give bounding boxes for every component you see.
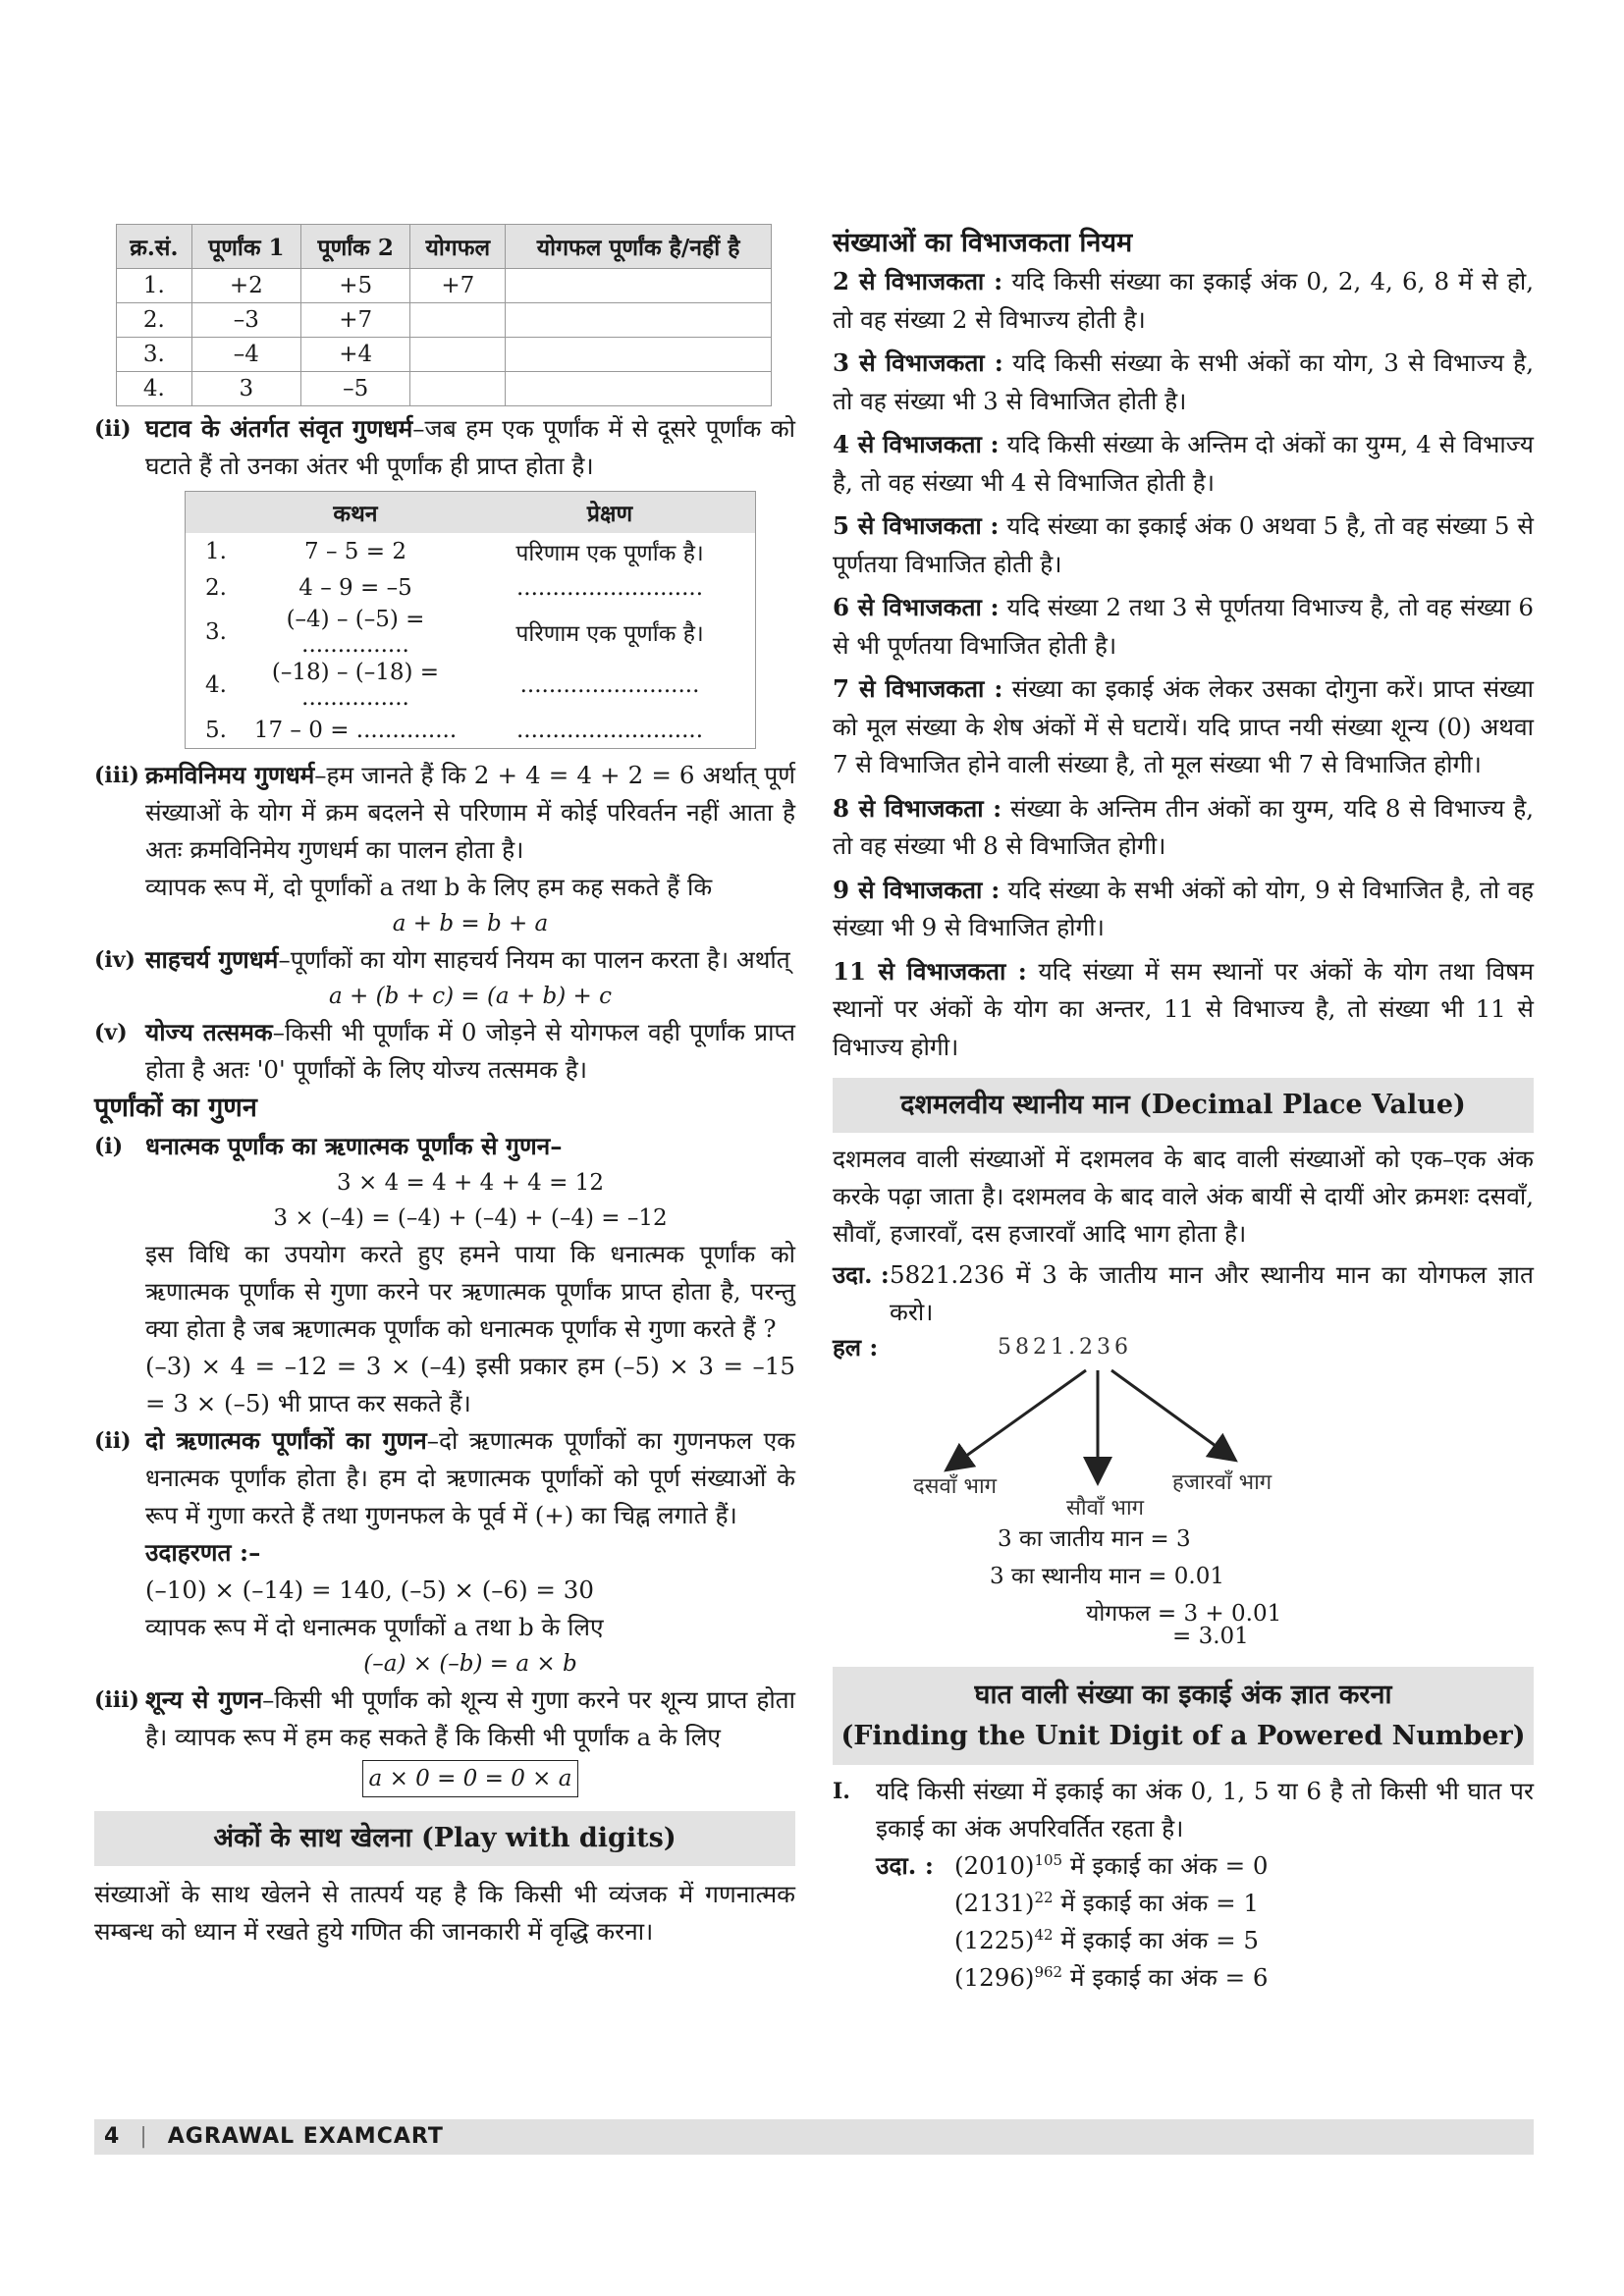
table-cell: +7 — [410, 269, 506, 303]
table-row — [117, 303, 772, 338]
table-cell: 5. — [205, 717, 227, 743]
table-cell: 3. — [205, 619, 227, 645]
item-text: यदि किसी संख्या में इकाई का अंक 0, 1, 5 या 6 है तो किसी भी घात पर इकाई का अंक अपरिवर्तित रहता है। — [876, 1777, 1534, 1842]
table-cell: +2 — [191, 269, 300, 303]
table-cell: 4. — [117, 372, 192, 406]
item-label: I. — [833, 1779, 850, 1804]
example-label: उदा. : — [833, 1260, 890, 1289]
rule-text: संख्या का इकाई अंक लेकर उसका दोगुना करें। प्राप्त संख्या को मूल संख्या के शेष अंकों में से घटायें। यदि प्राप्त नयी संख्या शून्य (0) अथवा 7 से विभाजित होने वाली संख्या है, तो मूल संख्या भी 7 से विभाजित होगी। — [833, 674, 1534, 778]
table-cell: परिणाम एक पूर्णांक है। — [515, 540, 704, 566]
table-cell — [410, 303, 506, 338]
item-title: साहचर्य गुणधर्म — [145, 945, 279, 974]
section-heading: संख्याओं का विभाजकता नियम — [833, 228, 1133, 258]
item-title: दो ऋणात्मक पूर्णांकों का गुणन — [145, 1426, 427, 1455]
formula: 3 × 4 = 4 + 4 + 4 = 12 — [337, 1170, 604, 1196]
rule-text: यदि संख्या के सभी अंकों को योग, 9 से विभाजित है, तो वह संख्या भी 9 से विभाजित होगी। — [833, 875, 1534, 941]
example-label: उदा. : — [876, 1851, 934, 1880]
table-header: पूर्णांक 2 — [301, 225, 410, 269]
tenths-label: दसवाँ भाग — [913, 1474, 998, 1499]
power-example-line: $(1296)^{962}$ में इकाई का अंक = 6 — [954, 1962, 1269, 1992]
page-footer — [94, 2119, 1534, 2155]
table-row — [186, 569, 755, 606]
table-cell: (–18) – (–18) = ............... — [271, 660, 440, 711]
power-example-line: $(1225)^{42}$ में इकाई का अंक = 5 — [954, 1925, 1259, 1954]
table-cell — [506, 303, 772, 338]
example-text: (–10) × (–14) = 140, (–5) × (–6) = 30 — [145, 1575, 594, 1604]
item-title: धनात्मक पूर्णांक का ऋणात्मक पूर्णांक से गुणन– — [145, 1132, 563, 1160]
divisibility-rule-4 — [833, 426, 1534, 502]
item-title: योज्य तत्समक — [145, 1018, 273, 1046]
rule-title: 7 से विभाजकता : — [833, 674, 1003, 703]
item-text: –दो ऋणात्मक पूर्णांकों का गुणनफल एक धनात्मक पूर्णांक होता है। हम दो ऋणात्मक पूर्णांकों को पूर्ण संख्याओं के रूप में गुणा करते हैं तथा गुणनफल के पूर्व में (+) का चिह्न लगाते हैं। — [145, 1426, 795, 1529]
rule-text: संख्या के अन्तिम तीन अंकों का युग्म, यदि 8 से विभाज्य है, तो वह संख्या भी 8 से विभाजित होगी। — [833, 793, 1534, 860]
power-rule-item — [833, 1773, 1534, 1997]
item-text: –पूर्णांकों का योग साहचर्य नियम का पालन करता है। अर्थात् — [278, 945, 790, 974]
table-header: योगफल पूर्णांक है/नहीं है — [506, 225, 772, 269]
decimal-place-value-heading: दशमलवीय स्थानीय मान (Decimal Place Value) — [833, 1078, 1534, 1133]
table-cell: 2. — [117, 303, 192, 338]
diagram-number: 5821.236 — [998, 1335, 1132, 1360]
solution-line: 3 का स्थानीय मान = 0.01 — [990, 1564, 1224, 1589]
table-row — [117, 372, 772, 406]
section-heading: पूर्णांकों का गुणन — [94, 1093, 257, 1123]
item-text: –किसी भी पूर्णांक में 0 जोड़ने से योगफल वही पूर्णांक प्राप्त होता है अतः '0' पूर्णांकों के लिए योज्य तत्समक है। — [145, 1018, 795, 1084]
subtraction-table — [186, 492, 755, 748]
table-cell: –3 — [191, 303, 300, 338]
formula: 3 × (–4) = (–4) + (–4) + (–4) = –12 — [273, 1205, 668, 1231]
negative-negative-multiplication-item — [94, 1422, 795, 1682]
boxed-formula: a × 0 = 0 = 0 × a — [362, 1760, 579, 1797]
arrow-tenths — [948, 1370, 1086, 1468]
rule-text: यदि किसी संख्या के अन्तिम दो अंकों का युग्म, 4 से विभाज्य है, तो वह संख्या भी 4 से विभाजित होती है। — [833, 430, 1534, 497]
divisibility-rule-5 — [833, 507, 1534, 583]
item-text: व्यापक रूप में दो धनात्मक पूर्णांकों a तथा b के लिए — [145, 1613, 604, 1641]
rule-title: 4 से विभाजकता : — [833, 430, 1000, 458]
rule-title: 8 से विभाजकता : — [833, 793, 1002, 823]
table-row — [117, 338, 772, 372]
divisibility-rule-8 — [833, 790, 1534, 866]
item-label: (v) — [94, 1020, 128, 1045]
solution-label: हल : — [833, 1333, 879, 1362]
item-title: क्रमविनिमय गुणधर्म — [145, 761, 315, 789]
subtraction-closure-item — [94, 410, 795, 485]
divisibility-rule-3 — [833, 345, 1534, 420]
table-cell: –4 — [191, 338, 300, 372]
divisibility-rule-7 — [833, 670, 1534, 784]
table-cell: परिणाम एक पूर्णांक है। — [515, 621, 704, 647]
decimal-text: दशमलव वाली संख्याओं में दशमलव के बाद वाली संख्याओं को एक–एक अंक करके पढ़ा जाता है। दशमलव के बाद वाले अंक बायीं से दायीं ओर क्रमशः दसवाँ, सौवाँ, हजारवाँ, दस हजारवाँ आदि भाग होता है। — [833, 1145, 1534, 1248]
table-header: पूर्णांक 1 — [191, 225, 300, 269]
rule-text: यदि किसी संख्या के सभी अंकों का योग, 3 से विभाज्य है, तो वह संख्या भी 3 से विभाजित होती है। — [833, 348, 1534, 415]
table-cell — [506, 269, 772, 303]
divisibility-rule-9 — [833, 872, 1534, 947]
divisibility-rule-11 — [833, 953, 1534, 1067]
power-example-line: $(2010)^{105}$ में इकाई का अंक = 0 — [954, 1850, 1269, 1880]
rule-title: 9 से विभाजकता : — [833, 875, 1001, 904]
powered-number-heading — [833, 1667, 1534, 1765]
table-cell — [506, 372, 772, 406]
table-cell: 2. — [205, 574, 227, 601]
item-label: (iii) — [94, 763, 139, 788]
table-cell: 7 – 5 = 2 — [304, 538, 406, 564]
place-value-diagram — [833, 1331, 1534, 1655]
play-with-digits-text: संख्याओं के साथ खेलने से तात्पर्य यह है कि किसी भी व्यंजक में गणनात्मक सम्बन्ध को ध्यान में रखते हुये गणित की जानकारी में वृद्धि करना। — [94, 1880, 795, 1946]
hundredths-label: सौवाँ भाग — [1066, 1496, 1145, 1521]
heading-english: (Finding the Unit Digit of a Powered Number) — [840, 1721, 1526, 1751]
positive-negative-multiplication-item — [94, 1128, 795, 1422]
arrow-thousandths — [1111, 1370, 1233, 1459]
table-header: कथन — [246, 492, 464, 533]
item-text: व्यापक रूप में, दो पूर्णांकों a तथा b के लिए हम कह सकते हैं कि — [145, 873, 713, 901]
additive-identity-item — [94, 1014, 795, 1089]
table-cell: (–4) – (–5) = ............... — [286, 607, 425, 658]
item-title: शून्य से गुणन — [145, 1685, 263, 1714]
table-cell: .......................... — [515, 717, 704, 743]
table-cell — [410, 372, 506, 406]
example-text: 5821.236 में 3 के जातीय मान और स्थानीय मान का योगफल ज्ञात करो। — [890, 1260, 1534, 1326]
item-label: (iv) — [94, 947, 135, 973]
table-cell: ......................... — [519, 672, 700, 698]
brand-name: AGRAWAL EXAMCART — [167, 2124, 444, 2149]
item-label: (ii) — [94, 416, 132, 442]
table-cell — [410, 338, 506, 372]
table-cell: +4 — [301, 338, 410, 372]
table-row — [186, 606, 755, 659]
item-text: –हम जानते हैं कि 2 + 4 = 4 + 2 = 6 अर्थात् पूर्ण संख्याओं के योग में क्रम बदलने से परिणाम में कोई परिवर्तन नहीं आता है अतः क्रमविनिमेय गुणधर्म का पालन होता है। — [145, 761, 796, 864]
rule-text: यदि संख्या का इकाई अंक 0 अथवा 5 है, तो वह संख्या 5 से पूर्णतया विभाजित होती है। — [833, 511, 1534, 578]
item-text: इस विधि का उपयोग करते हुए हमने पाया कि धनात्मक पूर्णांक को ऋणात्मक पूर्णांक से गुणा करने पर ऋणात्मक पूर्णांक प्राप्त होता है, परन्तु क्या होता है जब ऋणात्मक पूर्णांक को धनात्मक पूर्णांक से गुणा करते हैं ? — [145, 1240, 795, 1343]
rule-title: 11 से विभाजकता : — [833, 956, 1027, 986]
rule-title: 2 से विभाजकता : — [833, 267, 1003, 295]
table-row — [117, 269, 772, 303]
rule-text: यदि किसी संख्या का इकाई अंक 0, 2, 4, 6, 8 में से हो, तो वह संख्या 2 से विभाज्य होती है। — [833, 267, 1534, 334]
table-cell — [506, 338, 772, 372]
table-cell: 1. — [117, 269, 192, 303]
table-header-row — [186, 492, 755, 533]
rule-title: 5 से विभाजकता : — [833, 511, 1000, 540]
rule-title: 6 से विभाजकता : — [833, 593, 1000, 621]
item-title: घटाव के अंतर्गत संवृत गुणधर्म — [145, 414, 413, 443]
item-text: –जब हम एक पूर्णांक में से दूसरे पूर्णांक को घटाते हैं तो उनका अंतर भी पूर्णांक ही प्राप्त होता है। — [145, 414, 795, 480]
table-cell: .......................... — [515, 574, 704, 601]
table-cell: +7 — [301, 303, 410, 338]
table-cell: +5 — [301, 269, 410, 303]
solution-line: 3 का जातीय मान = 3 — [998, 1526, 1191, 1552]
example-label: उदाहरणत :– — [145, 1538, 261, 1567]
page-number: 4 — [104, 2124, 120, 2149]
divisibility-rule-2 — [833, 263, 1534, 339]
formula: (–a) × (–b) = a × b — [363, 1651, 577, 1677]
power-example-line: $(2131)^{22}$ में इकाई का अंक = 1 — [954, 1888, 1259, 1917]
table-row — [186, 533, 755, 569]
table-cell: 4. — [205, 672, 227, 698]
subtraction-table-box — [185, 491, 756, 749]
rule-text: यदि संख्या 2 तथा 3 से पूर्णतया विभाज्य है, तो वह संख्या 6 से भी पूर्णतया विभाजित होती है। — [833, 593, 1534, 660]
table-header: क्र.सं. — [117, 225, 192, 269]
footer-separator: | — [139, 2124, 147, 2149]
rule-title: 3 से विभाजकता : — [833, 348, 1003, 377]
commutative-item — [94, 757, 795, 941]
solution-line: = 3.01 — [1172, 1624, 1249, 1649]
table-cell: 3 — [191, 372, 300, 406]
table-row — [186, 712, 755, 748]
table-cell: 17 – 0 = .............. — [253, 717, 458, 743]
table-header: प्रेक्षण — [464, 492, 755, 533]
right-column — [833, 224, 1534, 1997]
table-cell: 4 – 9 = –5 — [298, 574, 412, 601]
zero-multiplication-item — [94, 1682, 795, 1797]
formula: a + b = b + a — [392, 911, 549, 936]
item-text: –किसी भी पूर्णांक को शून्य से गुणा करने पर शून्य प्राप्त होता है। व्यापक रूप में हम कह सकते हैं कि किसी भी पूर्णांक a के लिए — [145, 1685, 795, 1751]
divisibility-rule-6 — [833, 589, 1534, 665]
formula: a + (b + c) = (a + b) + c — [329, 984, 612, 1009]
table-row — [186, 659, 755, 712]
item-text: (–3) × 4 = –12 = 3 × (–4) इसी प्रकार हम (–5) × 3 = –15 = 3 × (–5) भी प्राप्त कर सकते हैं। — [145, 1352, 795, 1417]
table-cell: 3. — [117, 338, 192, 372]
power-examples — [876, 1847, 1534, 1997]
item-label: (i) — [94, 1134, 124, 1159]
integer-sum-table — [116, 224, 772, 406]
table-header-row — [117, 225, 772, 269]
play-with-digits-heading: अंकों के साथ खेलना (Play with digits) — [94, 1811, 795, 1866]
rule-text: यदि संख्या में सम स्थानों पर अंकों के योग तथा विषम स्थानों पर अंकों के योग का अन्तर, 11 से विभाज्य है, तो संख्या भी 11 से विभाज्य होगी। — [833, 956, 1534, 1061]
item-label: (ii) — [94, 1428, 132, 1454]
left-column — [94, 224, 795, 1950]
associative-item — [94, 941, 795, 1014]
table-header: योगफल — [410, 225, 506, 269]
decimal-example — [833, 1256, 1534, 1331]
table-cell: –5 — [301, 372, 410, 406]
heading-hindi: घात वाली संख्या का इकाई अंक ज्ञात करना — [974, 1680, 1392, 1710]
solution-line: योगफल = 3 + 0.01 — [1086, 1601, 1282, 1627]
thousandths-label: हजारवाँ भाग — [1172, 1470, 1272, 1495]
item-label: (iii) — [94, 1687, 139, 1713]
table-cell: 1. — [205, 538, 227, 564]
